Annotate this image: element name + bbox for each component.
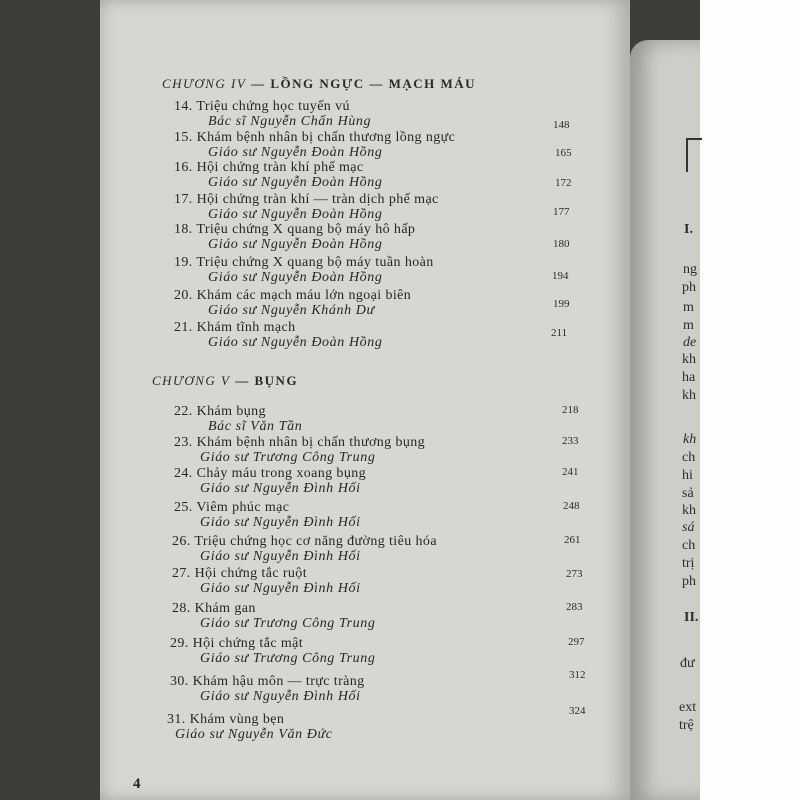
entry-title: Khám hậu môn — trực tràng — [192, 674, 365, 689]
chapter-5-title: — BỤNG — [235, 373, 299, 388]
right-page-fragment: trị — [682, 556, 695, 571]
entry-author: Giáo sư Trương Công Trung — [200, 450, 376, 465]
chapter-4-title: — LỒNG NGỰC — MẠCH MÁU — [251, 76, 477, 91]
chapter-5-heading — [152, 373, 298, 389]
toc-entry-14 — [174, 99, 371, 130]
right-page-frame-corner — [686, 138, 702, 172]
right-page-fragment: kh — [682, 503, 696, 518]
right-page-fragment: ext — [679, 700, 697, 715]
toc-entry-25 — [174, 500, 361, 531]
entry-page-17: 177 — [553, 206, 570, 218]
background-fabric — [700, 0, 800, 800]
entry-author: Bác sĩ Nguyễn Chấn Hùng — [208, 114, 372, 129]
entry-number: 25. — [174, 500, 193, 515]
toc-entry-19 — [174, 255, 434, 286]
entry-title: Hội chứng tràn khí — tràn dịch phế mạc — [196, 192, 439, 207]
entry-title: Viêm phúc mạc — [196, 500, 290, 515]
entry-page-28: 283 — [566, 601, 583, 613]
entry-author: Giáo sư Nguyễn Khánh Dư — [208, 303, 375, 318]
entry-number: 22. — [174, 404, 193, 419]
entry-title: Khám gan — [194, 601, 256, 616]
entry-author: Giáo sư Nguyễn Đoàn Hồng — [208, 207, 383, 222]
entry-page-16: 172 — [555, 177, 572, 189]
right-page-fragment: m — [683, 300, 694, 315]
right-page-fragment: kh — [682, 388, 696, 403]
right-page-fragment: I. — [684, 222, 693, 237]
toc-entry-20 — [174, 288, 411, 319]
entry-number: 17. — [174, 192, 193, 207]
entry-number: 23. — [174, 435, 193, 450]
right-page-fragment: đư — [680, 656, 695, 671]
toc-entry-21 — [174, 320, 382, 351]
entry-title: Khám các mạch máu lớn ngoại biên — [196, 288, 412, 303]
toc-entry-30 — [170, 674, 365, 705]
entry-page-30: 312 — [569, 669, 586, 681]
right-page-fragment: ch — [682, 450, 696, 465]
toc-entry-31 — [167, 712, 333, 743]
entry-author: Giáo sư Nguyễn Đoàn Hồng — [208, 270, 383, 285]
toc-entry-17 — [174, 192, 439, 223]
right-page-fragment: ph — [682, 574, 696, 589]
right-page-fragment: II. — [684, 610, 699, 625]
entry-title: Hội chứng tràn khí phế mạc — [196, 160, 364, 175]
entry-author: Giáo sư Trương Công Trung — [200, 616, 376, 631]
entry-author: Giáo sư Nguyễn Văn Đức — [175, 727, 333, 742]
entry-author: Bác sĩ Văn Tần — [208, 419, 303, 434]
entry-number: 14. — [174, 99, 193, 114]
entry-page-20: 199 — [553, 298, 570, 310]
right-page-fragment: ch — [682, 538, 696, 553]
entry-number: 21. — [174, 320, 193, 335]
toc-entry-24 — [174, 466, 366, 497]
entry-author: Giáo sư Nguyễn Đoàn Hồng — [208, 237, 383, 252]
entry-number: 18. — [174, 222, 193, 237]
entry-page-31: 324 — [569, 705, 586, 717]
entry-title: Hội chứng tắc ruột — [194, 566, 307, 581]
right-page-fragment: sá — [682, 520, 695, 535]
entry-title: Khám bệnh nhân bị chấn thương lồng ngực — [196, 130, 456, 145]
entry-number: 15. — [174, 130, 193, 145]
entry-page-29: 297 — [568, 636, 585, 648]
entry-number: 24. — [174, 466, 193, 481]
right-page-fragment: ng — [683, 262, 697, 277]
entry-author: Giáo sư Nguyễn Đình Hối — [200, 515, 361, 530]
right-page-fragment: trệ — [679, 718, 694, 733]
entry-title: Khám bệnh nhân bị chấn thương bụng — [196, 435, 426, 450]
toc-entry-15 — [174, 130, 455, 161]
entry-title: Khám vùng bẹn — [189, 712, 285, 727]
entry-number: 28. — [172, 601, 191, 616]
entry-author: Giáo sư Nguyễn Đình Hối — [200, 481, 361, 496]
entry-title: Triệu chứng X quang bộ máy tuần hoàn — [196, 255, 434, 270]
entry-page-18: 180 — [553, 238, 570, 250]
toc-entry-28 — [172, 601, 375, 632]
entry-title: Khám bụng — [196, 404, 266, 419]
entry-number: 27. — [172, 566, 191, 581]
entry-number: 26. — [172, 534, 191, 549]
entry-author: Giáo sư Nguyễn Đoàn Hồng — [208, 335, 383, 350]
entry-page-27: 273 — [566, 568, 583, 580]
entry-page-25: 248 — [563, 500, 580, 512]
entry-author: Giáo sư Nguyễn Đình Hối — [200, 549, 361, 564]
right-page-fragment: hi — [682, 468, 693, 483]
toc-entry-29 — [170, 636, 375, 667]
entry-author: Giáo sư Nguyễn Đình Hối — [200, 689, 361, 704]
chapter-5-label: CHƯƠNG V — [152, 373, 231, 388]
entry-number: 16. — [174, 160, 193, 175]
entry-page-19: 194 — [552, 270, 569, 282]
right-page-fragment: m — [683, 318, 694, 333]
right-page-fragment: kh — [682, 352, 696, 367]
toc-entry-23 — [174, 435, 425, 466]
toc-entry-27 — [172, 566, 361, 597]
entry-author: Giáo sư Nguyễn Đình Hối — [200, 581, 361, 596]
entry-title: Triệu chứng X quang bộ máy hô hấp — [196, 222, 416, 237]
toc-entry-22 — [174, 404, 302, 435]
entry-page-14: 148 — [553, 119, 570, 131]
entry-title: Hội chứng tắc mật — [192, 636, 304, 651]
right-page-fragment: sả — [682, 486, 694, 501]
entry-author: Giáo sư Nguyễn Đoàn Hồng — [208, 145, 383, 160]
entry-number: 30. — [170, 674, 189, 689]
entry-page-15: 165 — [555, 147, 572, 159]
entry-title: Triệu chứng học cơ năng đường tiêu hóa — [194, 534, 437, 549]
entry-page-23: 233 — [562, 435, 579, 447]
toc-entry-16 — [174, 160, 382, 191]
entry-title: Khám tĩnh mạch — [196, 320, 296, 335]
entry-title: Chảy máu trong xoang bụng — [196, 466, 367, 481]
entry-number: 19. — [174, 255, 193, 270]
right-page-fragment: ph — [682, 280, 696, 295]
entry-page-21: 211 — [551, 327, 568, 339]
chapter-4-label: CHƯƠNG IV — [162, 76, 247, 91]
entry-number: 31. — [167, 712, 186, 727]
toc-entry-18 — [174, 222, 415, 253]
right-page-fragment: kh — [683, 432, 697, 447]
right-page-fragment: ha — [682, 370, 696, 385]
entry-page-22: 218 — [562, 404, 579, 416]
entry-author: Giáo sư Trương Công Trung — [200, 651, 376, 666]
entry-page-24: 241 — [562, 466, 579, 478]
entry-page-26: 261 — [564, 534, 581, 546]
entry-number: 20. — [174, 288, 193, 303]
entry-title: Triệu chứng học tuyến vú — [196, 99, 350, 114]
chapter-4-heading — [162, 76, 476, 92]
entry-author: Giáo sư Nguyễn Đoàn Hồng — [208, 175, 383, 190]
right-page-fragment: de — [683, 335, 697, 350]
entry-number: 29. — [170, 636, 189, 651]
page-footer-number: 4 — [133, 776, 141, 792]
toc-entry-26 — [172, 534, 437, 565]
